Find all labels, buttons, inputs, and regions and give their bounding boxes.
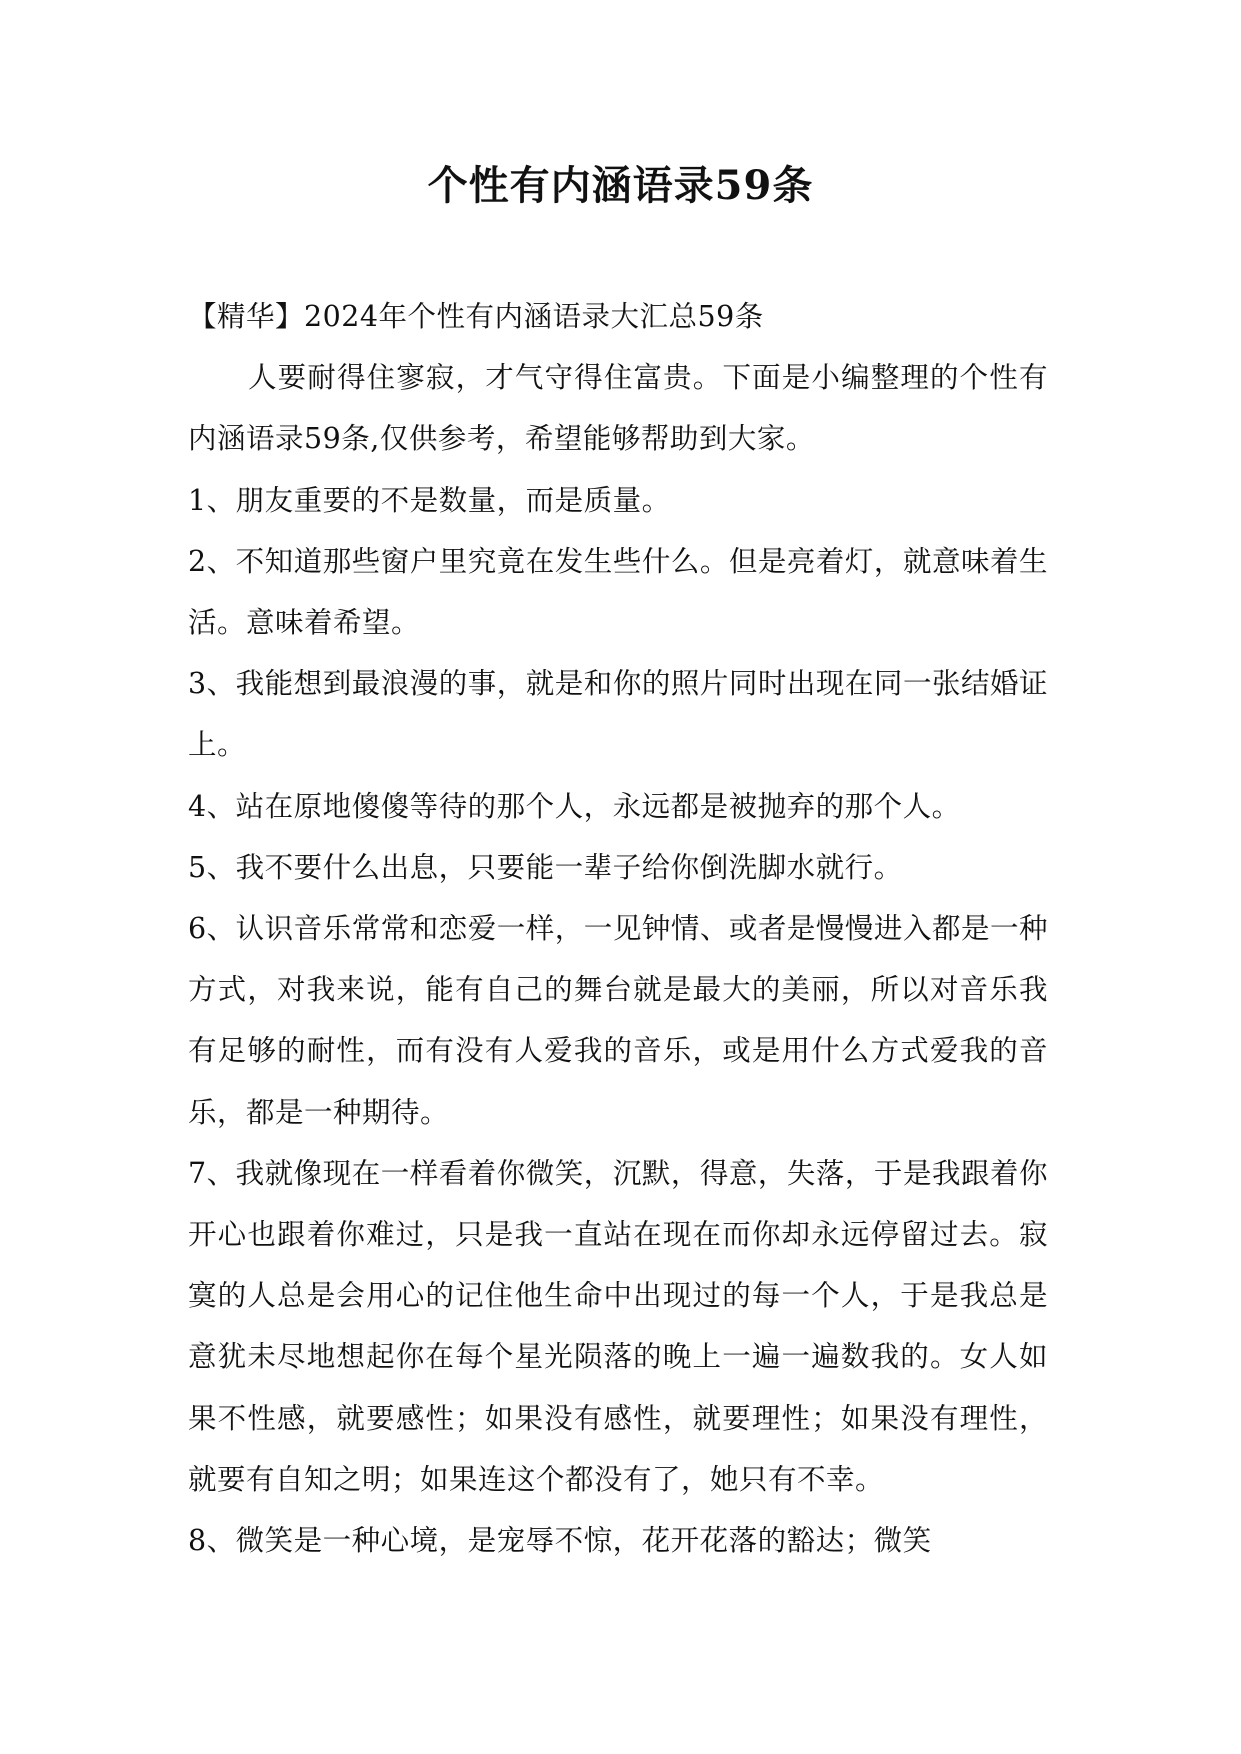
quote-item: 6、认识音乐常常和恋爱一样，一见钟情、或者是慢慢进入都是一种方式，对我来说，能有自己的舞台就是最大的美丽，所以对音乐我有足够的耐性，而有没有人爱我的音乐，或是用什么方式爱我的音乐，都是一种期待。 (188, 912, 1048, 1129)
page-title: 个性有内涵语录59条 (427, 162, 814, 209)
intro-paragraph: 人要耐得住寥寂，才气守得住富贵。下面是小编整理的个性有内涵语录59条,仅供参考，希望能够帮助到大家。 (188, 361, 1048, 456)
quote-item: 1、朋友重要的不是数量，而是质量。 (188, 483, 671, 517)
quote-item: 8、微笑是一种心境，是宠辱不惊，花开花落的豁达；微笑 (188, 1524, 932, 1558)
document-body (188, 286, 1048, 1571)
quote-item: 3、我能想到最浪漫的事，就是和你的照片同时出现在同一张结婚证上。 (188, 667, 1048, 762)
quote-item: 4、站在原地傻傻等待的那个人，永远都是被抛弃的那个人。 (188, 789, 961, 823)
quote-item: 2、不知道那些窗户里究竟在发生些什么。但是亮着灯，就意味着生活。意味着希望。 (188, 544, 1048, 640)
document-subtitle: 【精华】2024年个性有内涵语录大汇总59条 (188, 300, 764, 333)
quote-item: 5、我不要什么出息，只要能一辈子给你倒洗脚水就行。 (188, 850, 903, 884)
quote-item: 7、我就像现在一样看着你微笑，沉默，得意，失落，于是我跟着你开心也跟着你难过，只是我一直站在现在而你却永远停留过去。寂寞的人总是会用心的记住他生命中出现过的每一个人，于是我总是意犹未尽地想起你在每个星光陨落的晚上一遍一遍数我的。女人如果不性感，就要感性；如果没有感性，就要理性；如果没有理性，就要有自知之明；如果连这个都没有了，她只有不幸。 (188, 1156, 1048, 1496)
